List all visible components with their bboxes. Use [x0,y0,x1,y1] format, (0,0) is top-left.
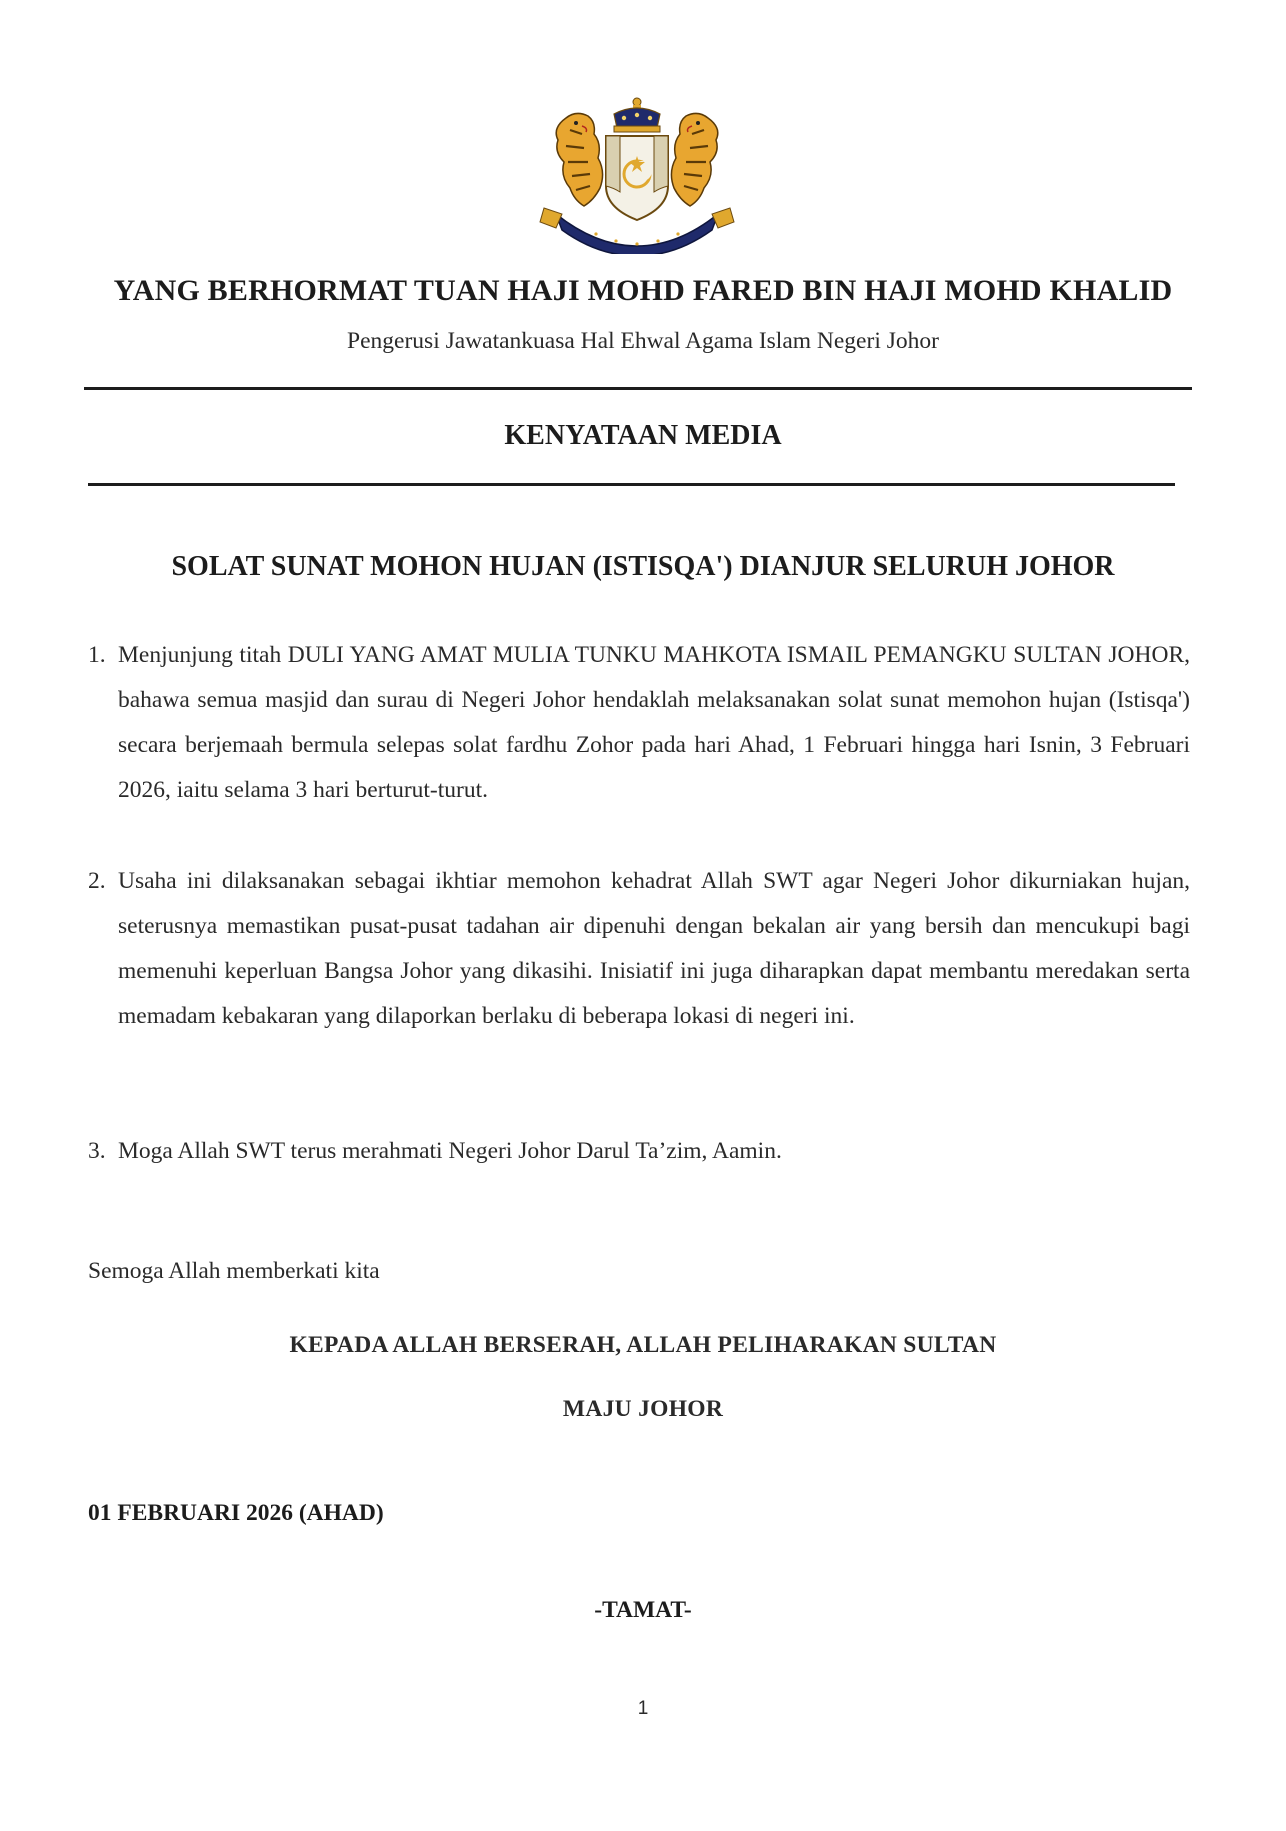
paragraph-number: 3. [88,1138,106,1164]
official-name-title: YANG BERHORMAT TUAN HAJI MOHD FARED BIN HAJI MOHD KHALID [113,274,1173,307]
paragraph-text: Moga Allah SWT terus merahmati Negeri Johor Darul Ta’zim, Aamin. [118,1138,782,1164]
crown-icon [614,98,660,132]
bottom-divider [88,483,1175,486]
press-release-headline: SOLAT SUNAT MOHON HUJAN (ISTISQA') DIANJUR SELURUH JOHOR [171,551,1115,582]
closing-blessing: Semoga Allah memberkati kita [88,1258,380,1284]
paragraph-number: 2. [88,868,106,894]
official-position-subtitle: Pengerusi Jawatankuasa Hal Ehwal Agama Islam Negeri Johor [347,328,939,354]
paragraph-text: Usaha ini dilaksanakan sebagai ikhtiar memohon kehadrat Allah SWT agar Negeri Johor dikurniakan hujan, seterusnya memastikan pusat-pusat tadahan air dipenuhi dengan bekalan air yang bersih dan mencukupi bagi memenuhi keperluan Bangsa Johor yang dikasihi. Inisiatif ini juga diharapkan dapat membantu meredakan serta memadam kebakaran yang dilaporkan berlaku di beberapa lokasi di negeri ini. [118,868,1190,1029]
paragraph-3 [88,1129,1190,1174]
paragraph-text: Menjunjung titah DULI YANG AMAT MULIA TUNKU MAHKOTA ISMAIL PEMANGKU SULTAN JOHOR, bahawa semua masjid dan surau di Negeri Johor hendaklah melaksanakan solat sunat memohon hujan (Istisqa') secara berjemaah bermula selepas solat fardhu Zohor pada hari Ahad, 1 Februari hingga hari Isnin, 3 Februari 2026, iaitu selama 3 hari berturut-turut. [118,642,1190,803]
end-marker: -TAMAT- [594,1597,692,1623]
state-motto-line-2: MAJU JOHOR [562,1396,724,1422]
page-number: 1 [637,1698,649,1719]
document-type-heading: KENYATAAN MEDIA [504,420,782,451]
top-divider [84,387,1192,390]
state-motto-line-1: KEPADA ALLAH BERSERAH, ALLAH PELIHARAKAN SULTAN [289,1332,997,1358]
paragraph-number: 1. [88,642,106,668]
right-tiger-icon [671,113,717,206]
paragraph-1 [88,633,1190,813]
release-date: 01 FEBRUARI 2026 (AHAD) [88,1500,384,1526]
johor-state-crest-icon [536,96,738,254]
shield-icon [606,136,668,220]
left-tiger-icon [556,113,602,206]
paragraph-2 [88,859,1190,1039]
